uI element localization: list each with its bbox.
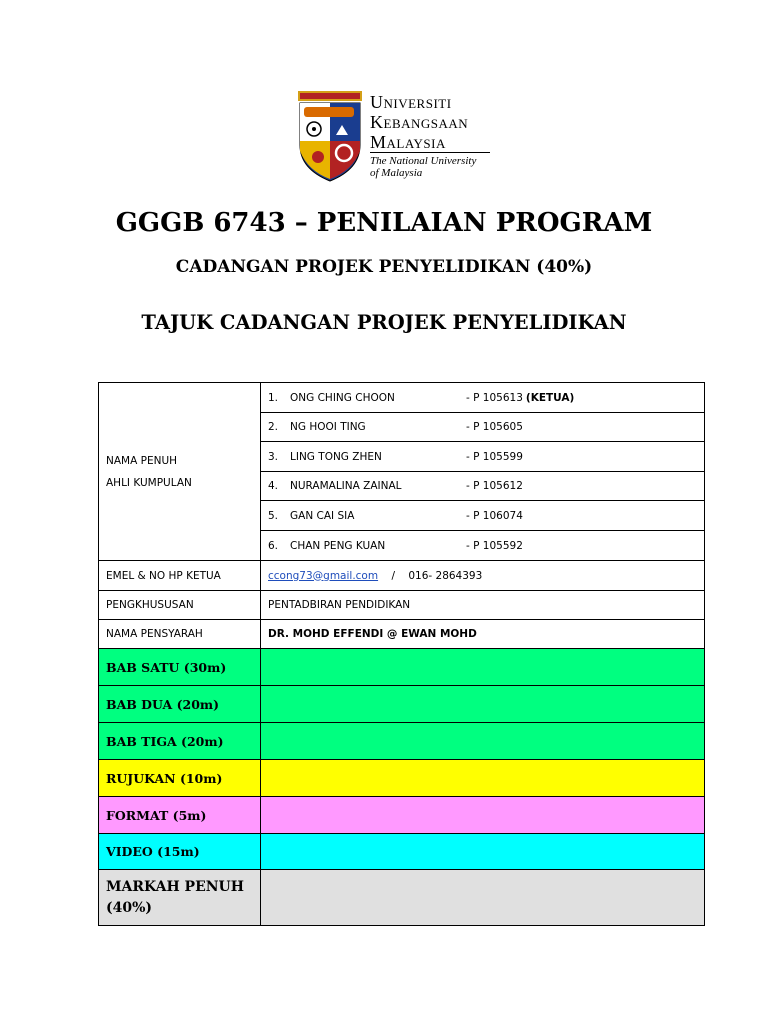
member-number: 6. xyxy=(268,539,279,552)
member-cell xyxy=(261,383,705,413)
score-row xyxy=(99,834,705,870)
member-id: - P 106074 xyxy=(466,509,523,522)
score-row xyxy=(99,760,705,797)
member-id: - P 105612 xyxy=(466,480,523,492)
lecturer-label: NAMA PENSYARAH xyxy=(99,620,261,649)
member-entry xyxy=(268,421,697,433)
university-name-line-2: KEBANGSAAN xyxy=(370,112,469,132)
email-link[interactable]: ccong73@gmail.com xyxy=(268,569,379,582)
table-row xyxy=(99,620,705,649)
course-title: GGGB 6743 – PENILAIAN PROGRAM xyxy=(115,208,653,238)
member-number: 1. xyxy=(268,391,279,404)
table-row xyxy=(99,383,705,413)
member-entry xyxy=(268,392,697,404)
specialization-label: PENGKHUSUSAN xyxy=(99,591,261,620)
score-label-rujukan: RUJUKAN (10m) xyxy=(99,760,261,797)
total-label-line-2: (40%) xyxy=(106,899,153,916)
member-number: 2. xyxy=(268,421,279,433)
score-row xyxy=(99,797,705,834)
score-label-bab-tiga: BAB TIGA (20m) xyxy=(99,723,261,760)
score-input-bab-satu[interactable] xyxy=(261,649,705,686)
member-role: (KETUA) xyxy=(525,391,575,404)
member-name: CHAN PENG KUAN xyxy=(290,539,386,552)
score-label-video: VIDEO (15m) xyxy=(99,834,261,870)
score-label-format: FORMAT (5m) xyxy=(99,797,261,834)
phone-number: 016- 2864393 xyxy=(408,569,483,582)
university-crest-icon xyxy=(298,91,362,183)
member-cell xyxy=(261,413,705,442)
score-input-bab-dua[interactable] xyxy=(261,686,705,723)
score-input-video[interactable] xyxy=(261,834,705,870)
table-row xyxy=(99,561,705,591)
score-row xyxy=(99,649,705,686)
total-label xyxy=(99,870,261,926)
member-id: - P 105605 xyxy=(466,421,523,433)
score-input-format[interactable] xyxy=(261,797,705,834)
score-label-bab-dua: BAB DUA (20m) xyxy=(99,686,261,723)
member-id: - P 105599 xyxy=(466,450,523,463)
score-row xyxy=(99,686,705,723)
university-logo xyxy=(298,91,493,183)
logo-divider xyxy=(370,152,490,153)
member-entry xyxy=(268,540,697,552)
proposal-title: TAJUK CADANGAN PROJEK PENYELIDIKAN xyxy=(141,311,627,334)
members-label-line-2: AHLI KUMPULAN xyxy=(106,476,192,489)
member-entry xyxy=(268,510,697,522)
email-separator: / xyxy=(391,569,395,582)
university-name-line-1: UNIVERSITI xyxy=(370,92,452,112)
total-input[interactable] xyxy=(261,870,705,926)
member-name: GAN CAI SIA xyxy=(290,509,355,522)
email-label: EMEL & NO HP KETUA xyxy=(99,561,261,591)
member-name: NURAMALINA ZAINAL xyxy=(290,480,402,492)
member-number: 5. xyxy=(268,509,279,522)
member-number: 3. xyxy=(268,450,279,463)
members-label-line-1: NAMA PENUH xyxy=(106,454,178,467)
member-cell xyxy=(261,442,705,472)
member-number: 4. xyxy=(268,480,279,492)
lecturer-value: DR. MOHD EFFENDI @ EWAN MOHD xyxy=(261,620,705,649)
member-cell xyxy=(261,472,705,501)
score-row xyxy=(99,723,705,760)
university-english-name: The National University of Malaysia xyxy=(370,155,477,179)
members-label-cell xyxy=(99,383,261,561)
member-entry xyxy=(268,451,697,463)
university-name-line-3: MALAYSIA xyxy=(370,132,446,152)
table-row xyxy=(99,591,705,620)
member-id: - P 105613 xyxy=(466,391,523,404)
info-table xyxy=(98,382,705,926)
member-name: LING TONG ZHEN xyxy=(290,450,382,463)
score-input-bab-tiga[interactable] xyxy=(261,723,705,760)
specialization-value: PENTADBIRAN PENDIDIKAN xyxy=(261,591,705,620)
member-name: NG HOOI TING xyxy=(290,421,366,433)
member-cell xyxy=(261,531,705,561)
member-entry xyxy=(268,480,697,492)
score-input-rujukan[interactable] xyxy=(261,760,705,797)
assignment-subtitle: CADANGAN PROJEK PENYELIDIKAN (40%) xyxy=(175,257,593,277)
member-name: ONG CHING CHOON xyxy=(290,391,395,404)
total-row xyxy=(99,870,705,926)
member-id: - P 105592 xyxy=(466,539,523,552)
member-cell xyxy=(261,501,705,531)
score-label-bab-satu: BAB SATU (30m) xyxy=(99,649,261,686)
total-label-line-1: MARKAH PENUH xyxy=(106,878,244,895)
email-phone-cell xyxy=(261,561,705,591)
